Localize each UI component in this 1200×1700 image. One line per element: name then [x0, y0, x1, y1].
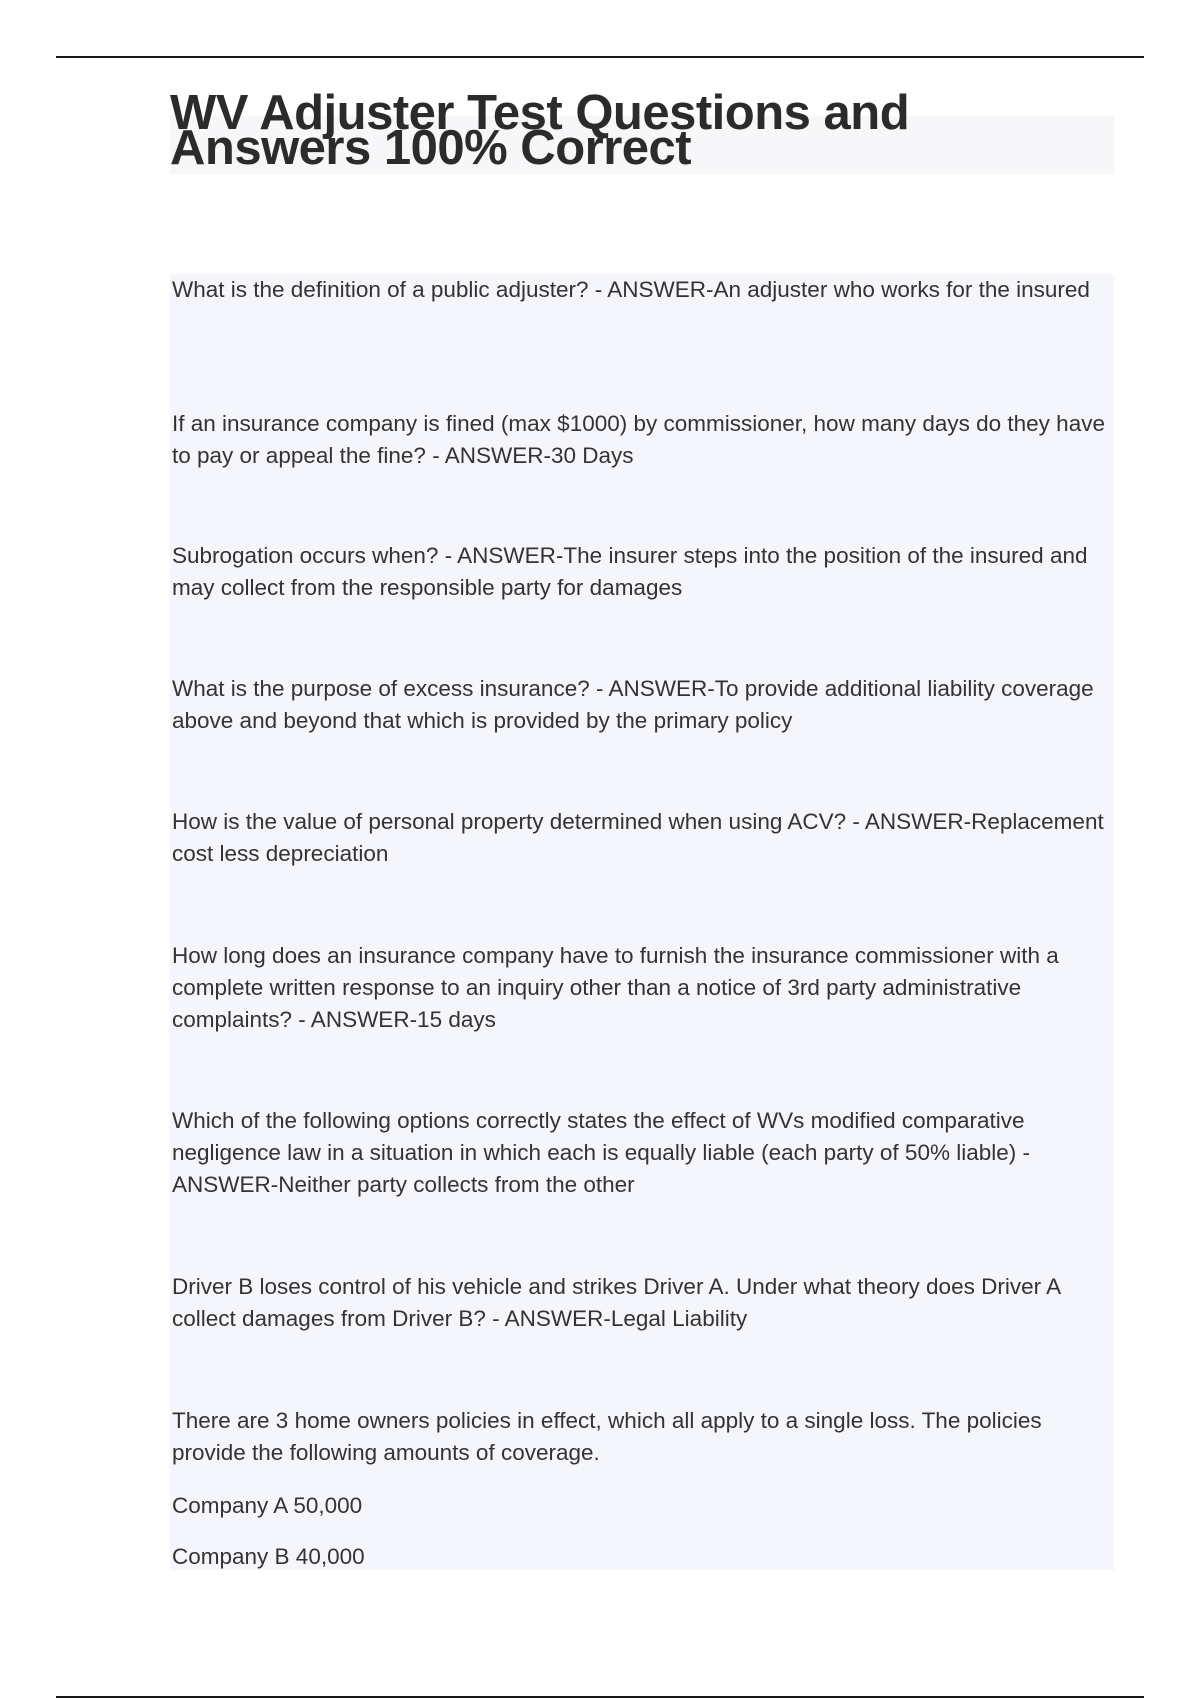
qa-item-7: Which of the following options correctly states the effect of WVs modified comparative negligence law in a situation in which each is equally liable (each party of 50% liable) - ANSWER-Neither party collects from the other [172, 1108, 1030, 1197]
coverage-line-company-a: Company A 50,000 [172, 1493, 363, 1518]
bottom-rule [56, 1696, 1144, 1698]
qa-item-2: If an insurance company is fined (max $1000) by commissioner, how many days do they have to pay or appeal the fine? - ANSWER-30 Days [172, 411, 1105, 468]
qa-item-4: What is the purpose of excess insurance? - ANSWER-To provide additional liability coverage above and beyond that which is provided by the primary policy [172, 676, 1094, 733]
qa-item-8: Driver B loses control of his vehicle and strikes Driver A. Under what theory does Driver A collect damages from Driver B? - ANSWER-Legal Liability [172, 1274, 1060, 1331]
qa-item-9: There are 3 home owners policies in effect, which all apply to a single loss. The policies provide the following amounts of coverage. [172, 1408, 1042, 1465]
qa-item-6: How long does an insurance company have to furnish the insurance commissioner with a complete written response to an inquiry other than a notice of 3rd party administrative complaints? - ANSWER-15 days [172, 943, 1059, 1032]
qa-item-3: Subrogation occurs when? - ANSWER-The insurer steps into the position of the insured and may collect from the responsible party for damages [172, 543, 1088, 600]
qa-item-1: What is the definition of a public adjuster? - ANSWER-An adjuster who works for the insured [172, 277, 1090, 302]
document-title: WV Adjuster Test Questions and Answers 100% Correct [170, 86, 910, 175]
qa-item-5: How is the value of personal property determined when using ACV? - ANSWER-Replacement cost less depreciation [172, 809, 1104, 866]
coverage-line-company-b: Company B 40,000 [172, 1544, 365, 1569]
top-rule [56, 56, 1144, 58]
